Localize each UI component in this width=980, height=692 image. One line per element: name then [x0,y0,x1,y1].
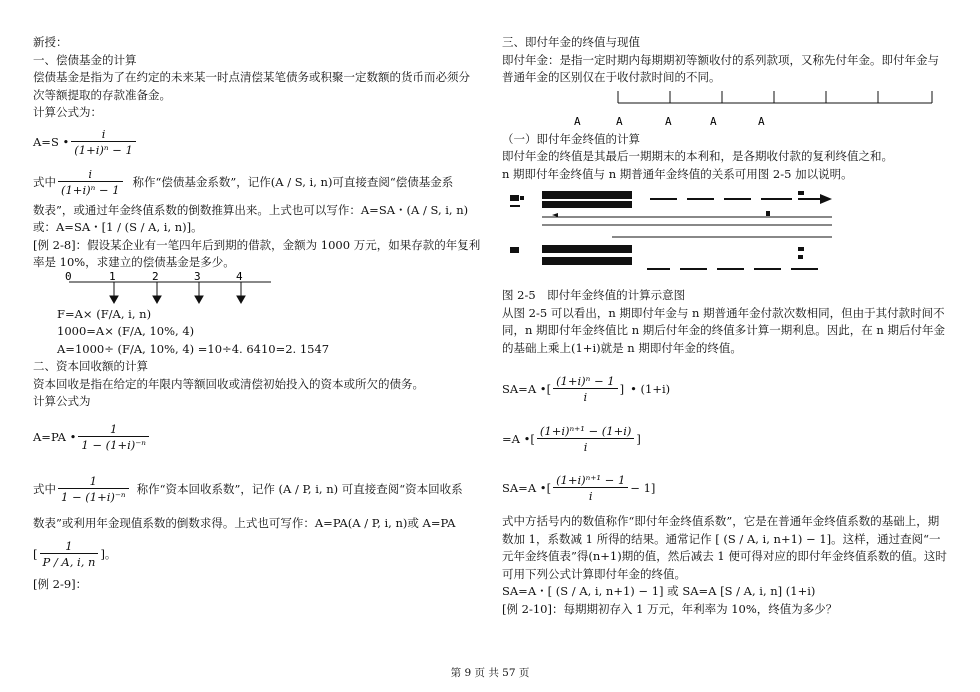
fraction: $\frac{\text{(1+i)ⁿ − 1}}{i}$ [553,374,618,404]
formula-label: 计算公式为 [33,394,91,408]
heading-sinking-fund: 一、偿债基金的计算 [33,52,137,67]
calc-line: A=1000÷ (F/A, 10%, 4) =10÷4. 6410=2. 1547 [57,341,330,356]
timeline-a-label: A [616,114,623,128]
payment-timeline [61,272,301,306]
fraction: $\frac{i}{\text{(1+i)ⁿ − 1}}$ [71,127,136,157]
figure-2-5-diagram [502,187,832,287]
formula-sa-2: =A • [ $\frac{\text{(1+i)ⁿ⁺¹ − (1+i)}}{i}$ ] [502,424,641,454]
fraction: $\frac{1}{P / A, i, n}$ [40,539,99,569]
capital-recovery-definition: 资本回收是指在给定的年限内等额回收或清偿初始投入的资本或所欠的债务。 [33,376,424,391]
formula-capital-recovery-alt: [ $\frac{1}{P / A, i, n}$ ]。 [33,539,117,569]
fraction: $\frac{\text{(1+i)ⁿ⁺¹ − 1}}{i}$ [553,473,628,503]
left-column [33,34,481,594]
sinking-fund-definition: 偿债基金是指为了在约定的未来某一时点清偿某笔债务或积聚一定数额的货币而必须分次等额提取的存款准备金。 [33,70,470,102]
timeline-a-label: A [665,114,672,128]
timeline-tick-label: 4 [236,271,243,283]
timeline-tick-label: 0 [65,271,72,283]
formula-capital-recovery-coefficient: 式中 $\frac{1}{\text{1 − (1+i)⁻ⁿ}}$ 称作“资本回收系数”，记作 (A / P, i, n) 可直接查阅“资本回收系 [33,473,463,504]
right-column [502,34,950,618]
intro-label: 新授： [33,35,68,49]
formula-sinking-fund: A=S • $\frac{i}{\text{(1+i)ⁿ − 1}}$ [33,122,481,162]
paragraph-comparison: 从图 2-5 可以看出，n 期即付年金与 n 期普通年金付款次数相同，但由于其付款时间不同，n 期即付年金终值比 n 期后付年金的终值多计算一期利息。因此，在 n 期后付年金的基础上乘上(1+i)就是 n 期即付年金的终值。 [502,305,945,355]
timeline-a-label: A [710,114,717,128]
fraction: $\frac{1}{\text{1 − (1+i)⁻ⁿ}}$ [58,474,129,504]
formula-capital-recovery: A=PA • $\frac{1}{\text{1 − (1+i)⁻ⁿ}}$ [33,411,481,463]
page-footer: 第 9 页 共 57 页 [450,667,530,679]
text-line: 数表”或利用年金现值系数的倒数求得。上式也可写作：A=PA(A / P, i, n)或 A=PA [33,515,456,530]
text-line: n 期即付年金终值与 n 期普通年金终值的关系可用图 2-5 加以说明。 [502,166,853,181]
heading-capital-recovery: 二、资本回收额的计算 [33,359,148,373]
timeline-tick-label: 1 [109,271,116,283]
fraction: $\frac{\text{(1+i)ⁿ⁺¹ − (1+i)}}{i}$ [537,424,635,454]
timeline-tick-label: 3 [194,271,201,283]
text-line: 即付年金的终值是其最后一期期末的本利和，是各期收付款的复利终值之和。 [502,149,893,163]
figure-caption: 图 2-5 即付年金终值的计算示意图 [502,288,686,302]
calc-line: 1000=A× (F/A, 10%, 4) [57,324,195,338]
calc-line: F=A× (F/A, i, n) [57,306,152,321]
formula-sinking-fund-coefficient: 式中 $\frac{i}{\text{(1+i)ⁿ − 1}}$ 称作“偿债基金系数”，记作(A / S, i, n)可直接查阅“偿债基金系 [33,166,454,197]
formula-sa-3: SA=A • [ $\frac{\text{(1+i)ⁿ⁺¹ − 1}}{i}$ − 1] [502,473,656,503]
heading-annuity-due: 三、即付年金的终值与现值 [502,35,640,49]
annuity-due-timeline [502,87,950,131]
timeline-tick-label: 2 [152,271,159,283]
annuity-due-coefficient-explanation: 式中方括号内的数值称作“即付年金终值系数”，它是在普通年金终值系数的基础上，期数加 1，系数减 1 所得的结果。通常记作 [ (S / A, i, n+1) − 1]。这样，通过查阅“一元年金终值表”得(n+1)期的值，然后减去 1 便可得对应的即付年金终值系数的值。这时可用下列公式计算即付年金的终值。 [502,514,947,581]
fraction: $\frac{i}{\text{(1+i)ⁿ − 1}}$ [58,167,123,197]
formula-sa-summary: SA=A・[ (S / A, i, n+1) − 1] 或 SA=A [S / A, i, n] (1+i) [502,584,816,598]
example-2-8: [例 2-8]：假设某企业有一笔四年后到期的借款，金额为 1000 万元，如果存款的年复利率是 10%，求建立的偿债基金是多少。 [33,237,481,269]
fraction: $\frac{1}{\text{1 − (1+i)⁻ⁿ}}$ [78,422,149,452]
timeline-a-label: A [574,114,581,128]
text-line: 数表”，或通过年金终值系数的倒数推算出来。上式也可以写作：A=SA・(A / S, i, n) [33,202,469,217]
formula-sa-1: SA=A • [ $\frac{\text{(1+i)ⁿ − 1}}{i}$ ] • (1+i) [502,374,671,404]
text-line: 或：A=SA・[1 / (S / A, i, n)]。 [33,220,203,234]
timeline-a-label: A [758,114,765,128]
annuity-due-definition: 即付年金：是指一定时期内每期期初等额收付的系列款项，又称先付年金。即付年金与普通年金的区别仅在于收付款时间的不同。 [502,52,939,84]
heading-future-value: （一）即付年金终值的计算 [502,131,640,146]
example-2-10: [例 2-10]：每期期初存入 1 万元，年利率为 10%，终值为多少？ [502,601,838,616]
formula-label: 计算公式为： [33,105,102,119]
example-2-9: [例 2-9]： [33,577,88,591]
